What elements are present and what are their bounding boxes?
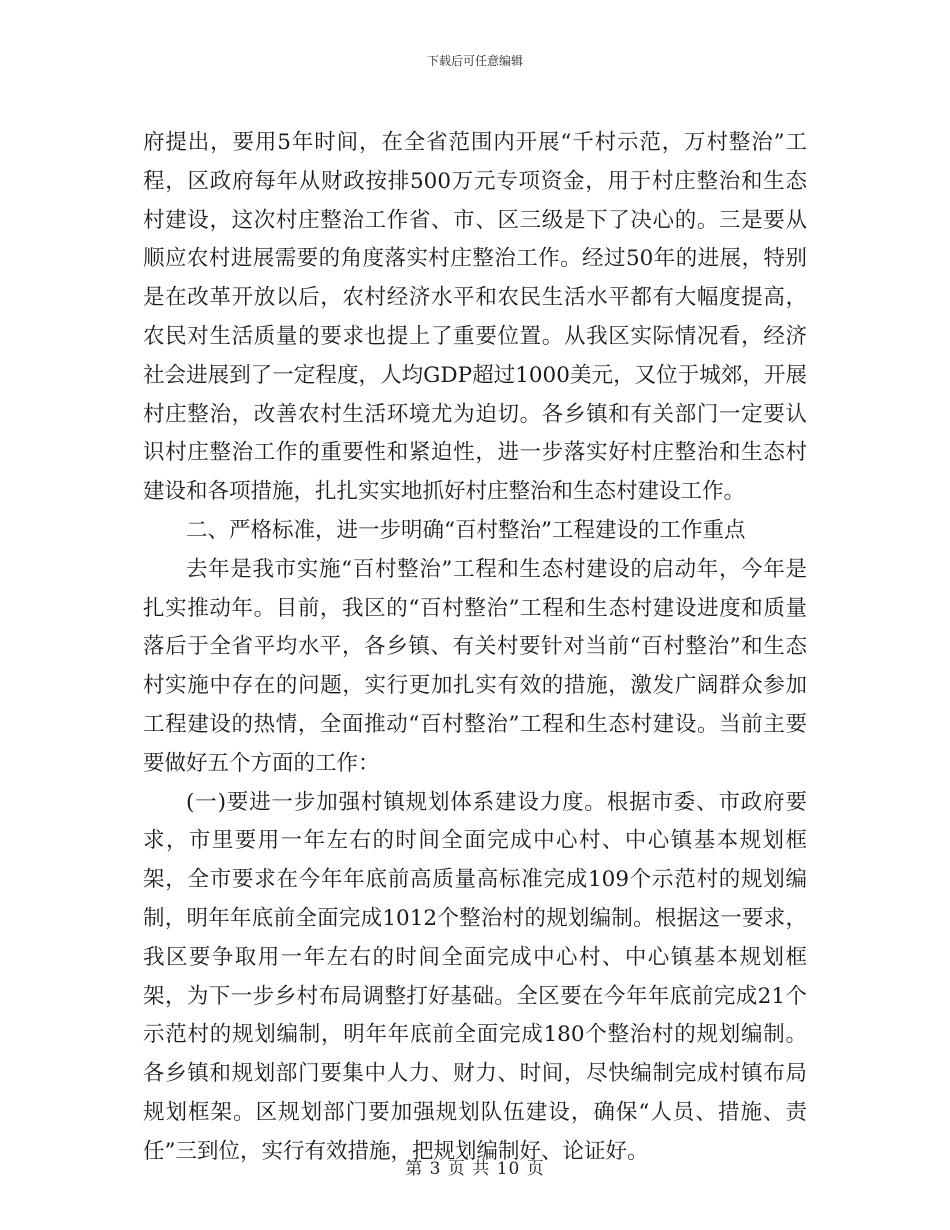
paragraph: 去年是我市实施“百村整治”工程和生态村建设的启动年，今年是扎实推动年。目前，我区的“百村整治”工程和生态村建设进度和质量落后于全省平均水平，各乡镇、有关村要针对当前“百村整治”和生态村实施中存在的问题，实行更加扎实有效的措施，激发广阔群众参加工程建设的热情，全面推动“百村整治”工程和生态村建设。当前主要要做好五个方面的工作： bbox=[143, 556, 807, 776]
page-header: 下载后可任意编辑 bbox=[426, 54, 523, 68]
page-number-footer: 第 3 页 共 10 页 bbox=[405, 1159, 545, 1179]
paragraph: (一)要进一步加强村镇规划体系建设力度。根据市委、市政府要求，市里要用一年左右的时间全面完成中心村、中心镇基本规划框架，全市要求在今年年底前高质量高标准完成109个示范村的规划编制，明年年底前全面完成1012个整治村的规划编制。根据这一要求，我区要争取用一年左右的时间全面完成中心村、中心镇基本规划框架，为下一步乡村布局调整打好基础。全区要在今年年底前完成21个示范村的规划编制，明年年底前全面完成180个整治村的规划编制。各乡镇和规划部门要集中人力、财力、时间，尽快编制完成村镇布局规划框架。区规划部门要加强规划队伍建设，确保“人员、措施、责任”三到位，实行有效措施，把规划编制好、论证好。 bbox=[143, 789, 807, 1164]
section-heading: 二、严格标准，进一步明确“百村整治”工程建设的工作重点 bbox=[186, 517, 746, 543]
document-body bbox=[143, 124, 807, 1172]
paragraph-continuation: 府提出，要用5年时间，在全省范围内开展“千村示范，万村整治”工程，区政府每年从财政按排500万元专项资金，用于村庄整治和生态村建设，这次村庄整治工作省、市、区三级是下了决心的。三是要从顺应农村进展需要的角度落实村庄整治工作。经过50年的进展，特别是在改革开放以后，农村经济水平和农民生活水平都有大幅度提高，农民对生活质量的要求也提上了重要位置。从我区实际情况看，经济社会进展到了一定程度，人均GDP超过1000美元，又位于城郊，开展村庄整治，改善农村生活环境尤为迫切。各乡镇和有关部门一定要认识村庄整治工作的重要性和紧迫性，进一步落实好村庄整治和生态村建设和各项措施，扎扎实实地抓好村庄整治和生态村建设工作。 bbox=[143, 130, 807, 505]
